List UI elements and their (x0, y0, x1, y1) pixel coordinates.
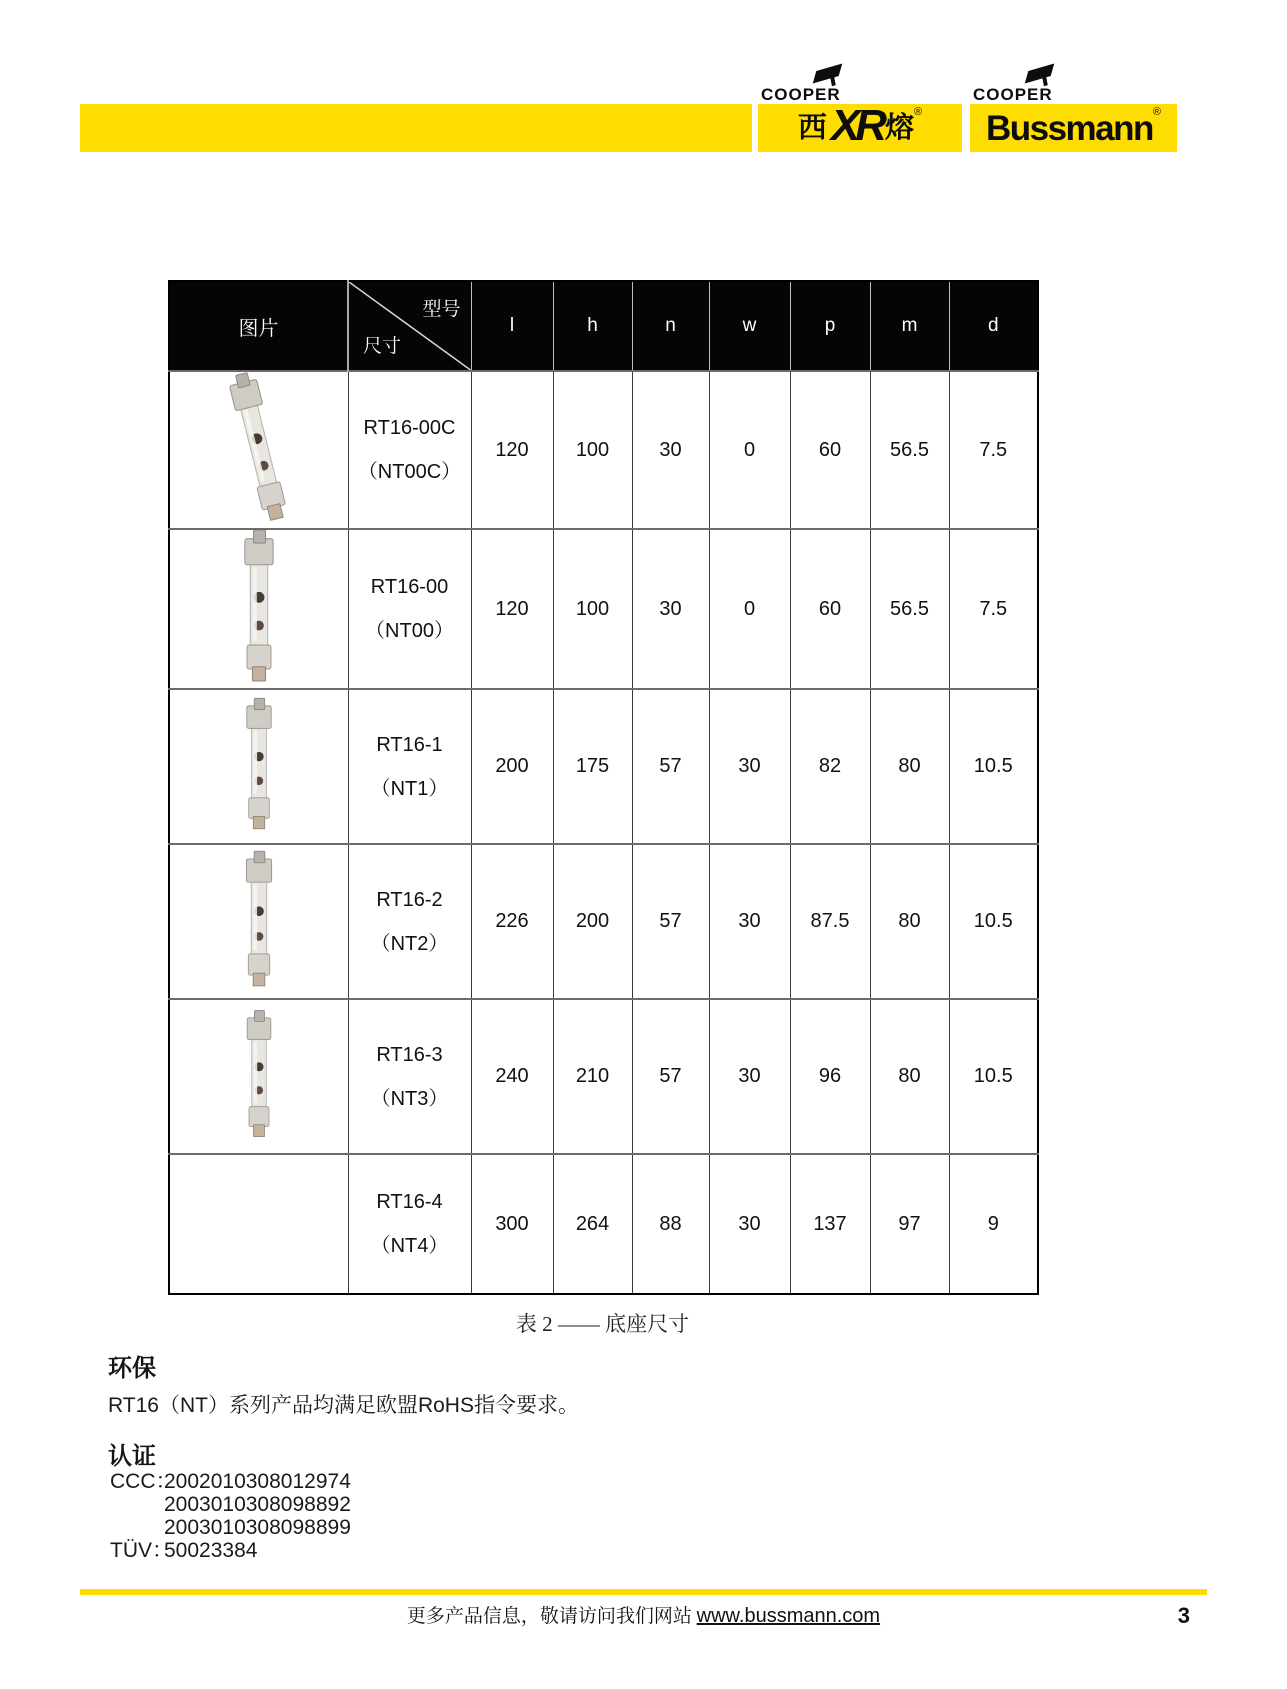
page-number: 3 (1177, 1603, 1190, 1628)
value-m: 80 (870, 844, 949, 999)
value-l: 300 (471, 1154, 553, 1294)
table-caption: 表 2 —— 底座尺寸 (515, 1312, 690, 1336)
registered-mark-icon: ® (1152, 106, 1162, 118)
value-p: 137 (790, 1154, 870, 1294)
value-m: 80 (870, 999, 949, 1154)
value-h: 100 (553, 371, 632, 529)
xirong-logo-box (758, 101, 962, 152)
value-d: 10.5 (949, 844, 1038, 999)
value-n: 57 (632, 844, 709, 999)
table-row (169, 1154, 1038, 1294)
cooper-flag-icon (813, 64, 843, 84)
cooper-bussmann-logo (970, 64, 1177, 152)
ccc-number: 2002010308012974 (164, 1470, 351, 1493)
model-name: RT16-4 (376, 1191, 443, 1213)
model-nt-name: （NT1） (370, 777, 449, 800)
value-h: 200 (553, 844, 632, 999)
corner-label-model: 型号 (422, 299, 461, 320)
column-header-l: l (471, 281, 553, 371)
value-d: 7.5 (949, 371, 1038, 529)
ccc-label: CCC： (110, 1470, 177, 1493)
value-n: 88 (632, 1154, 709, 1294)
value-w: 30 (709, 689, 790, 844)
tuv-line (110, 1539, 351, 1562)
bussmann-text: Bussmann (985, 108, 1153, 148)
registered-mark-icon: ® (914, 106, 923, 118)
fuse-base-photo (229, 697, 289, 831)
xirong-char-right: 熔 (885, 111, 915, 144)
environment-body-text: RT16（NT）系列产品均满足欧盟RoHS指令要求。 (108, 1394, 579, 1417)
product-photo-cell (169, 529, 348, 689)
tuv-label: TÜV： (110, 1539, 173, 1562)
product-photo-cell (169, 689, 348, 844)
bussmann-website-link[interactable]: www.bussmann.com (696, 1605, 881, 1627)
bussmann-logo-box (970, 104, 1177, 152)
model-nt-name: （NT4） (370, 1235, 449, 1257)
value-h: 100 (553, 529, 632, 689)
value-d: 10.5 (949, 999, 1038, 1154)
model-name: RT16-00 (370, 576, 449, 598)
value-d: 9 (949, 1154, 1038, 1294)
value-m: 56.5 (870, 371, 949, 529)
value-l: 226 (471, 844, 553, 999)
cooper-wordmark (970, 64, 1177, 104)
table-header-row (169, 281, 1038, 371)
model-cell (348, 689, 471, 844)
picture-column-header: 图片 (169, 281, 348, 371)
value-p: 87.5 (790, 844, 870, 999)
footer-text (80, 1601, 1207, 1628)
model-nt-name: （NT2） (370, 932, 449, 955)
model-cell (348, 844, 471, 999)
value-h: 210 (553, 999, 632, 1154)
value-n: 57 (632, 999, 709, 1154)
model-name: RT16-00C (363, 417, 456, 439)
product-photo-cell (169, 999, 348, 1154)
certification-list (110, 1470, 351, 1562)
column-header-w: w (709, 281, 790, 371)
model-name: RT16-3 (376, 1043, 443, 1066)
model-name: RT16-1 (376, 733, 443, 756)
value-h: 264 (553, 1154, 632, 1294)
column-header-n: n (632, 281, 709, 371)
model-cell (348, 1154, 471, 1294)
fuse-base-photo (220, 372, 298, 522)
model-nt-name: （NT3） (370, 1087, 449, 1110)
product-photo-cell-empty (169, 1154, 348, 1294)
cooper-text: COOPER (973, 85, 1053, 104)
cooper-flag-icon (1025, 64, 1055, 84)
model-cell (348, 529, 471, 689)
value-p: 82 (790, 689, 870, 844)
fuse-base-photo (217, 530, 301, 682)
model-nt-name: （NT00） (365, 620, 454, 642)
model-name: RT16-2 (376, 888, 443, 911)
column-header-m: m (870, 281, 949, 371)
table-row (169, 689, 1038, 844)
corner-label-size: 尺寸 (363, 336, 402, 357)
tuv-number: 50023384 (164, 1539, 258, 1562)
value-m: 80 (870, 689, 949, 844)
value-m: 56.5 (870, 529, 949, 689)
product-photo-cell (169, 371, 348, 529)
column-header-h: h (553, 281, 632, 371)
value-n: 57 (632, 689, 709, 844)
footer-note: 更多产品信息，敬请访问我们网站 (406, 1606, 697, 1627)
footer-yellow-rule (80, 1589, 1207, 1595)
model-cell (348, 371, 471, 529)
value-p: 96 (790, 999, 870, 1154)
value-h: 175 (553, 689, 632, 844)
model-size-corner-cell (348, 281, 471, 371)
model-cell (348, 999, 471, 1154)
section-heading-certification: 认证 (108, 1443, 156, 1470)
value-p: 60 (790, 529, 870, 689)
value-w: 0 (709, 371, 790, 529)
column-header-d: d (949, 281, 1038, 371)
value-p: 60 (790, 371, 870, 529)
value-n: 30 (632, 529, 709, 689)
value-w: 30 (709, 999, 790, 1154)
fuse-base-photo (228, 849, 290, 989)
cooper-wordmark (758, 64, 962, 104)
xirong-xr-mark: XR (830, 101, 882, 150)
value-l: 120 (471, 371, 553, 529)
table-row (169, 371, 1038, 529)
ccc-number: 2003010308098899 (164, 1516, 351, 1539)
value-w: 30 (709, 1154, 790, 1294)
xirong-char-left: 西 (797, 111, 827, 144)
value-n: 30 (632, 371, 709, 529)
value-w: 30 (709, 844, 790, 999)
ccc-line (110, 1470, 351, 1493)
value-l: 120 (471, 529, 553, 689)
model-nt-name: （NT00C） (357, 461, 462, 483)
table-row (169, 529, 1038, 689)
value-l: 200 (471, 689, 553, 844)
cooper-text: COOPER (761, 85, 841, 104)
value-d: 10.5 (949, 689, 1038, 844)
value-d: 7.5 (949, 529, 1038, 689)
column-header-p: p (790, 281, 870, 371)
base-dimensions-table (168, 280, 1039, 1295)
section-heading-environment: 环保 (108, 1355, 156, 1382)
cooper-xirong-logo (758, 64, 962, 152)
value-m: 97 (870, 1154, 949, 1294)
value-w: 0 (709, 529, 790, 689)
ccc-number: 2003010308098892 (164, 1493, 351, 1516)
value-l: 240 (471, 999, 553, 1154)
header-yellow-band (80, 104, 752, 152)
table-row (169, 999, 1038, 1154)
fuse-base-photo (230, 1009, 288, 1139)
product-photo-cell (169, 844, 348, 999)
table-row (169, 844, 1038, 999)
